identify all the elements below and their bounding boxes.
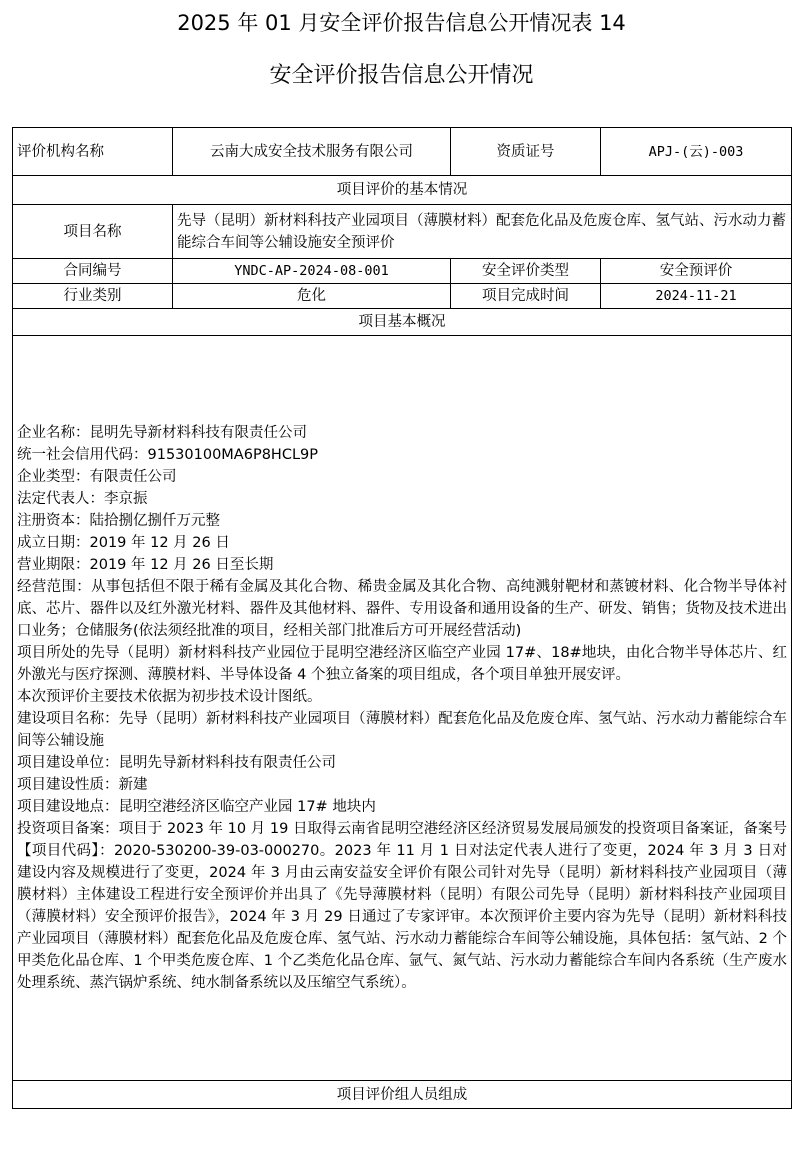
overview-line: 本次预评价主要技术依据为初步技术设计图纸。 — [17, 689, 322, 705]
org-name-label: 评价机构名称 — [13, 128, 173, 176]
overview-line: 项目建设单位：昆明先导新材料科技有限责任公司 — [17, 755, 336, 771]
report-title: 2025 年 01 月安全评价报告信息公开情况表 14 — [177, 11, 626, 35]
industry-label: 行业类别 — [13, 284, 173, 309]
overview-line: 营业期限：2019 年 12 月 26 日至长期 — [17, 557, 274, 573]
contract-value: YNDC-AP-2024-08-001 — [173, 259, 451, 284]
overview-line: 投资项目备案：项目于 2023 年 10 月 19 日取得云南省昆明空港经济区经济贸易发展局颁发的投资项目备案证，备案号【项目代码】：2020-530200-39-03-000270。2023 年 11 月 1 日对法定代表人进行了变更，2024 年 3 月 3 日对建设内容及规模进行了变更，2024 年 3 月由云南安益安全评价有限公司针对先导（昆明）新材料科技产业园项目（薄膜材料）主体建设工程进行安全预评价并出具了《先导薄膜材料（昆明）有限公司先导（昆明）新材料科技产业园项目（薄膜材料）安全预评价报告》，2024 年 3 月 29 日通过了专家评审。本次预评价主要内容为先导（昆明）新材料科技产业园项目（薄膜材料）配套危化品及危废仓库、氢气站、污水动力蓄能综合车间等公辅设施，具体包括：氢气站、2 个甲类危化品仓库、1 个甲类危废仓库、1 个乙类危化品仓库、氩气、氮气站、污水动力蓄能综合车间内各系统（生产废水处理系统、蒸汽锅炉系统、纯水制备系统以及压缩空气系统）。 — [17, 821, 787, 991]
org-row — [13, 128, 792, 176]
overview-content — [13, 336, 792, 1081]
overview-line: 统一社会信用代码：91530100MA6P8HCL9P — [17, 447, 319, 463]
overview-line: 项目所处的先导（昆明）新材料科技产业园位于昆明空港经济区临空产业园 17#、18#地块，由化合物半导体芯片、红外激光与医疗探测、薄膜材料、半导体设备 4 个独立备案的项目组成，各个项目单独开展安评。 — [17, 645, 787, 683]
report-subtitle: 安全评价报告信息公开情况 — [269, 63, 534, 88]
overview-line: 建设项目名称：先导（昆明）新材料科技产业园项目（薄膜材料）配套危化品及危废仓库、氢气站、污水动力蓄能综合车间等公辅设施 — [17, 711, 787, 749]
project-name-label: 项目名称 — [13, 205, 173, 259]
team-section-row — [13, 1081, 792, 1109]
eval-type-label: 安全评价类型 — [451, 259, 601, 284]
cert-value: APJ-(云)-003 — [601, 128, 792, 176]
overview-line: 成立日期：2019 年 12 月 26 日 — [17, 535, 230, 551]
finish-value: 2024-11-21 — [601, 284, 792, 309]
project-name-value: 先导（昆明）新材料科技产业园项目（薄膜材料）配套危化品及危废仓库、氢气站、污水动力蓄能综合车间等公辅设施安全预评价 — [173, 205, 792, 259]
section-team-header: 项目评价组人员组成 — [13, 1081, 792, 1109]
overview-row — [13, 336, 792, 1081]
overview-line: 项目建设性质：新建 — [17, 777, 148, 793]
contract-label: 合同编号 — [13, 259, 173, 284]
basic-section-row — [13, 176, 792, 205]
finish-label: 项目完成时间 — [451, 284, 601, 309]
disclosure-table — [12, 127, 792, 1109]
overview-line: 企业名称：昆明先导新材料科技有限责任公司 — [17, 425, 307, 441]
cert-label: 资质证号 — [451, 128, 601, 176]
org-name-value: 云南大成安全技术服务有限公司 — [173, 128, 451, 176]
section-basic-header: 项目评价的基本情况 — [13, 176, 792, 205]
overview-section-row — [13, 309, 792, 336]
overview-line: 法定代表人：李京振 — [17, 491, 148, 507]
overview-line: 项目建设地点：昆明空港经济区临空产业园 17# 地块内 — [17, 799, 376, 815]
overview-line: 企业类型：有限责任公司 — [17, 469, 177, 485]
industry-row — [13, 284, 792, 309]
contract-row — [13, 259, 792, 284]
industry-value: 危化 — [173, 284, 451, 309]
project-name-row — [13, 205, 792, 259]
overview-line: 经营范围：从事包括但不限于稀有金属及其化合物、稀贵金属及其化合物、高纯溅射靶材和蒸镀材料、化合物半导体衬底、芯片、器件以及红外激光材料、器件及其他材料、器件、专用设备和通用设备的生产、研发、销售；货物及技术进出口业务；仓储服务(依法须经批准的项目，经相关部门批准后方可开展经营活动) — [17, 579, 787, 639]
overview-line: 注册资本：陆拾捌亿捌仟万元整 — [17, 513, 220, 529]
section-overview-header: 项目基本概况 — [13, 309, 792, 336]
eval-type-value: 安全预评价 — [601, 259, 792, 284]
